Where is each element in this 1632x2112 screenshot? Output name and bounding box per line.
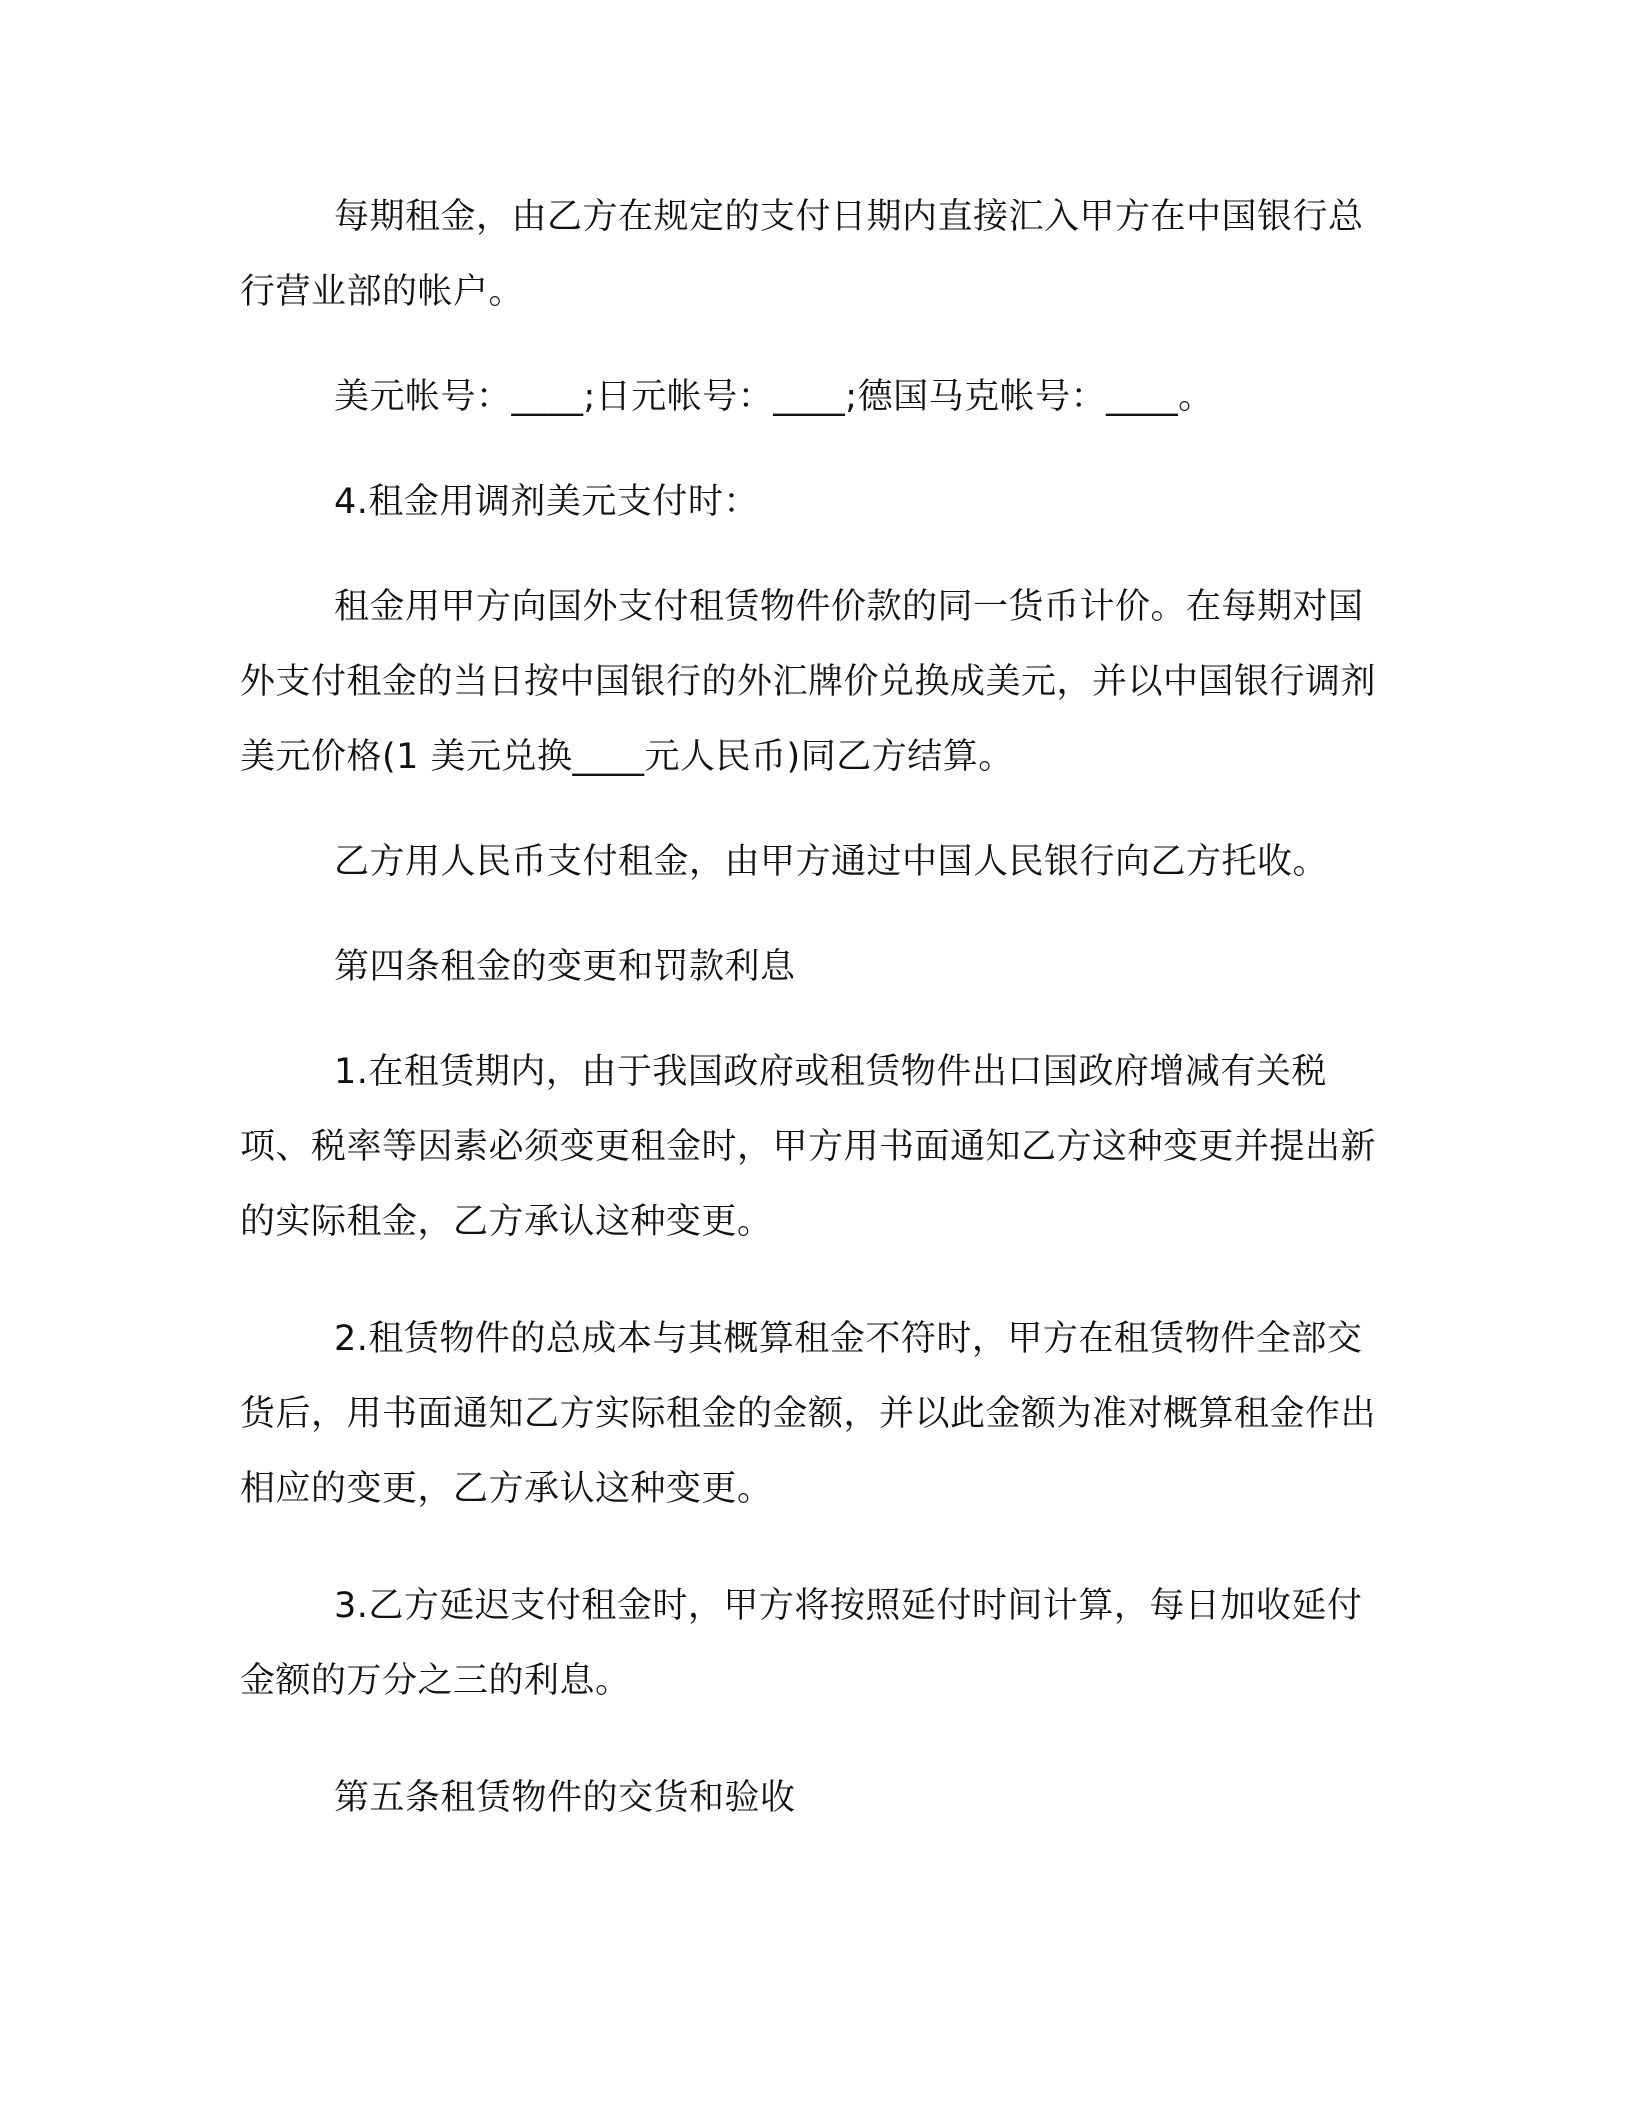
section-heading-article-4: 第四条租金的变更和罚款利息 bbox=[334, 947, 796, 987]
paragraph-rent-change-tax: 1.在租赁期内，由于我国政府或租赁物件出口国政府增减有关税项、税率等因素必须变更租金时，甲方用书面通知乙方这种变更并提出新的实际租金，乙方承认这种变更。 bbox=[240, 1052, 1377, 1242]
document-page bbox=[240, 180, 1380, 1836]
paragraph-payment-account: 每期租金，由乙方在规定的支付日期内直接汇入甲方在中国银行总行营业部的帐户。 bbox=[240, 197, 1364, 312]
paragraph-late-interest: 3.乙方延迟支付租金时，甲方将按照延付时间计算，每日加收延付金额的万分之三的利息。 bbox=[240, 1586, 1363, 1701]
paragraph-usd-payment-heading: 4.租金用调剂美元支付时： bbox=[334, 482, 759, 522]
paragraph-rmb-payment: 乙方用人民币支付租金，由甲方通过中国人民银行向乙方托收。 bbox=[334, 842, 1329, 882]
paragraph-rent-change-cost: 2.租赁物件的总成本与其概算租金不符时，甲方在租赁物件全部交货后，用书面通知乙方实际租金的金额，并以此金额为准对概算租金作出相应的变更，乙方承认这种变更。 bbox=[240, 1319, 1377, 1509]
paragraph-currency-pricing: 租金用甲方向国外支付租赁物件价款的同一货币计价。在每期对国外支付租金的当日按中国银行的外汇牌价兑换成美元，并以中国银行调剂美元价格(1 美元兑换____元人民币)同乙方结算。 bbox=[240, 587, 1377, 777]
paragraph-account-numbers: 美元帐号：____;日元帐号：____;德国马克帐号：____。 bbox=[334, 377, 1214, 417]
section-heading-article-5: 第五条租赁物件的交货和验收 bbox=[334, 1778, 796, 1818]
